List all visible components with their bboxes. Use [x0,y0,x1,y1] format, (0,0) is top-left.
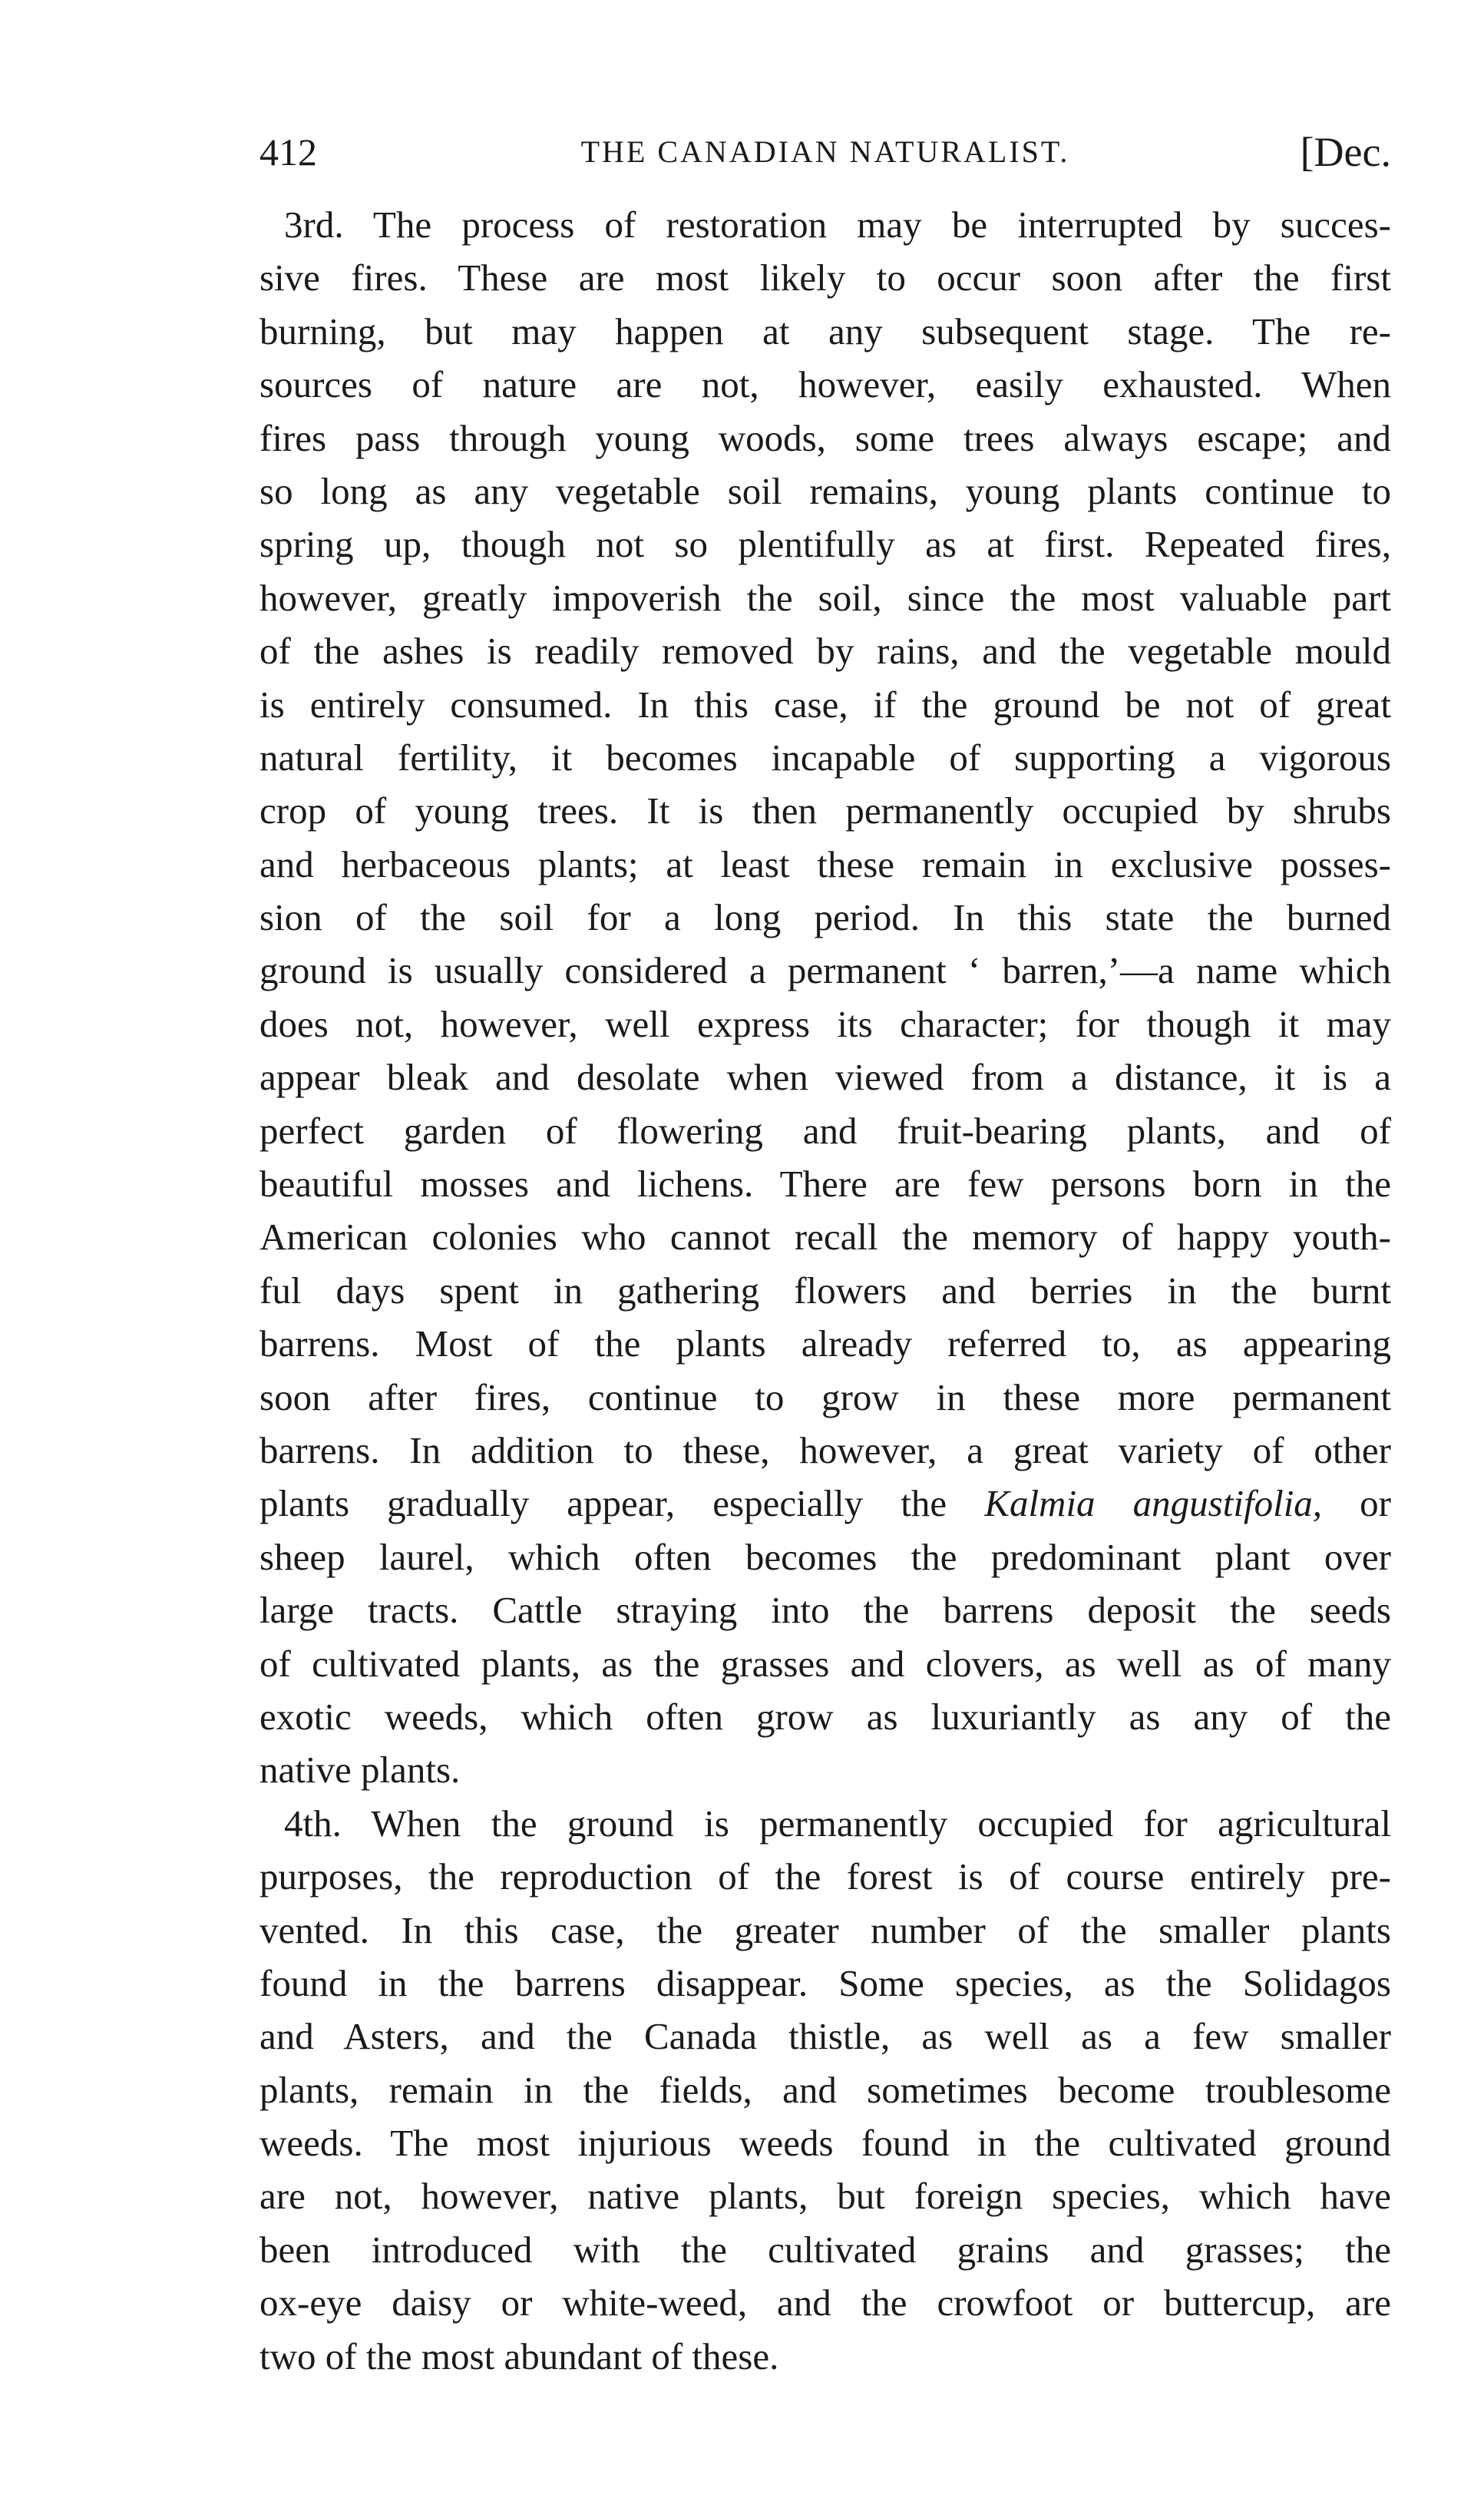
text-line: native plants. [259,1749,461,1792]
issue-month: [Dec. [1300,129,1391,175]
text-line: perfect garden of flowering and fruit-bearing plants, and of [259,1109,1391,1152]
text-line: plants, remain in the fields, and sometimes become troublesome [259,2068,1391,2111]
text-run: or [1322,1482,1391,1525]
text-line: natural fertility, it becomes incapable of supporting a vigorous [259,736,1391,779]
text-line: fires pass through young woods, some trees always escape; and [259,416,1391,459]
text-line: spring up, though not so plentifully as at first. Repeated fires, [259,523,1391,566]
text-line: and Asters, and the Canada thistle, as well as a few smaller [259,2015,1391,2058]
text-line: weeds. The most injurious weeds found in the cultivated ground [259,2122,1391,2165]
text-line: beautiful mosses and lichens. There are few persons born in the [259,1163,1391,1206]
text-line: burning, but may happen at any subsequent stage. The re- [259,309,1391,352]
text-line: is entirely consumed. In this case, if the ground be not of great [259,683,1391,726]
text-line: of the ashes is readily removed by rains, and the vegetable mould [259,630,1391,673]
text-line: barrens. Most of the plants already referred to, as appearing [259,1322,1391,1365]
text-line: been introduced with the cultivated grains and grasses; the [259,2228,1391,2271]
text-line: and herbaceous plants; at least these remain in exclusive posses- [259,842,1391,885]
text-line-with-italic [259,1477,1391,1530]
text-line: ground is usually considered a permanent ‘ barren,’—a name which [259,949,1391,992]
paragraph-agricultural-use [259,1797,1391,2383]
paragraph-restoration-fires [259,198,1391,1797]
text-line: sion of the soil for a long period. In this state the burned [259,896,1391,939]
text-line: two of the most abundant of these. [259,2334,779,2377]
text-run: plants gradually appear, especially the [259,1482,985,1525]
text-line: ox-eye daisy or white-weed, and the crowfoot or buttercup, are [259,2281,1391,2324]
text-line: exotic weeds, which often grow as luxuriantly as any of the [259,1695,1391,1738]
text-line: vented. In this case, the greater number of the smaller plants [259,1908,1391,1951]
text-line: purposes, the reproduction of the forest is of course entirely pre- [259,1855,1391,1898]
text-line: found in the barrens disappear. Some species, as the Solidagos [259,1961,1391,2004]
italic-species-name: Kalmia angustifolia, [984,1482,1323,1525]
text-line: crop of young trees. It is then permanently occupied by shrubs [259,789,1391,832]
page-number: 412 [259,131,317,174]
text-line: sheep laurel, which often becomes the predominant plant over [259,1535,1391,1578]
running-header [259,121,1391,183]
text-line: sources of nature are not, however, easily exhausted. When [259,363,1391,406]
text-line: of cultivated plants, as the grasses and clovers, as well as of many [259,1642,1391,1685]
text-line: soon after fires, continue to grow in these more permanent [259,1375,1391,1418]
text-line: appear bleak and desolate when viewed from a distance, it is a [259,1056,1391,1099]
journal-title: THE CANADIAN NATURALIST. [580,134,1070,169]
text-line: barrens. In addition to these, however, a great variety of other [259,1428,1391,1471]
body-text [259,198,1391,2383]
text-line: so long as any vegetable soil remains, young plants continue to [259,469,1391,512]
text-line: are not, however, native plants, but foreign species, which have [259,2175,1391,2218]
text-line: large tracts. Cattle straying into the barrens deposit the seeds [259,1589,1391,1632]
text-line: sive fires. These are most likely to occur soon after the first [259,256,1391,299]
text-line: ful days spent in gathering flowers and berries in the burnt [259,1269,1391,1312]
text-line: American colonies who cannot recall the memory of happy youth- [259,1216,1391,1259]
text-line: 3rd. The process of restoration may be interrupted by succes- [284,203,1391,246]
text-line: however, greatly impoverish the soil, since the most valuable part [259,576,1391,619]
text-line: does not, however, well express its character; for though it may [259,1002,1391,1045]
text-line: 4th. When the ground is permanently occupied for agricultural [284,1802,1391,1845]
